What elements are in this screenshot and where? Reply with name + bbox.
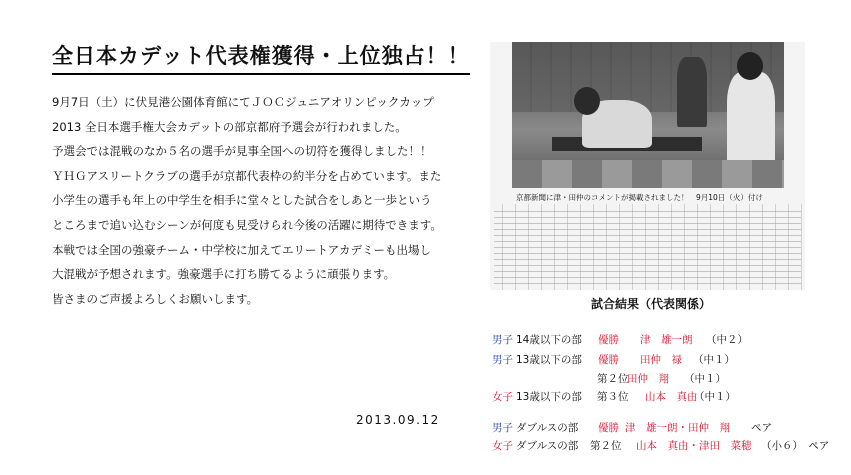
result-gender: 男子 xyxy=(492,334,513,346)
result-category: ダブルスの部 xyxy=(516,440,579,452)
result-place: 第２位 xyxy=(590,440,622,452)
result-gender: 男子 xyxy=(492,354,513,366)
photo-banner xyxy=(512,160,784,188)
body-line: 本戦では全国の強豪チーム・中学校に加えてエリートアカデミーも出場し xyxy=(52,242,432,257)
photo-player-head xyxy=(574,87,600,115)
result-name: 津 雄一朗・田仲 翔 xyxy=(625,422,730,434)
body-line: 9月7日（土）に伏見港公園体育館にてＪＯＣジュニアオリンピックカップ xyxy=(52,95,434,109)
result-category: 13歳以下の部 xyxy=(516,391,582,403)
result-gender: 男子 xyxy=(492,422,513,434)
page-title: 全日本カデット代表権獲得・上位独占！！ xyxy=(52,40,470,75)
result-grade: （中２） xyxy=(706,334,748,346)
newspaper-clipping xyxy=(490,42,805,290)
article-body xyxy=(52,90,472,311)
result-name: 津 雄一朗 xyxy=(640,334,693,346)
photo-player-head xyxy=(737,52,763,80)
result-name: 山本 真由 xyxy=(645,391,698,403)
result-name: 田仲 禄 xyxy=(640,354,682,366)
body-line: 2013 全日本選手権大会カデットの部京都府予選会が行われました。 xyxy=(52,119,407,134)
newspaper-text-columns xyxy=(490,204,805,290)
result-place: 第３位 xyxy=(597,391,629,403)
result-category: 13歳以下の部 xyxy=(516,354,582,366)
result-place: 第２位 xyxy=(597,373,629,385)
clipping-caption: 京都新聞に津・田仲のコメントが掲載されました！ 9月10日（火）付け xyxy=(516,193,763,202)
result-place: 優勝 xyxy=(598,354,619,366)
body-line: 大混戦が予想されます。強豪選手に打ち勝てるように頑張ります。 xyxy=(52,267,396,282)
result-category: ダブルスの部 xyxy=(516,422,579,434)
photo-player xyxy=(727,72,775,172)
result-gender: 女子 xyxy=(492,440,513,452)
result-grade: （小６） ペア xyxy=(761,440,830,452)
result-gender: 女子 xyxy=(492,391,513,403)
result-place: 優勝 xyxy=(598,334,619,346)
body-line: 予選会では混戦のなか５名の選手が見事全国への切符を獲得しました！！ xyxy=(52,144,432,159)
result-name: 田仲 翔 xyxy=(627,373,669,385)
newspaper-text xyxy=(494,208,801,286)
body-line: ところまで追い込むシーンが何度も見受けられ今後の活躍に期待できます。 xyxy=(52,217,442,232)
results-heading: 試合結果（代表関係） xyxy=(591,297,712,311)
body-line: 皆さまのご声援よろしくお願いします。 xyxy=(52,291,259,306)
result-grade: （中１） xyxy=(693,354,735,366)
result-name: 山本 真由・津田 菜穂 xyxy=(636,440,752,452)
post-date: 2013.09.12 xyxy=(356,413,440,427)
table-tennis-photo xyxy=(512,42,784,188)
result-grade: （中１） xyxy=(694,391,736,403)
body-line: ＹＨＧアスリートクラブの選手が京都代表枠の約半分を占めています。また xyxy=(52,168,442,183)
result-grade: （中１） xyxy=(684,373,726,385)
photo-bystander xyxy=(677,57,707,127)
result-place: 優勝 xyxy=(598,422,619,434)
body-line: 小学生の選手も年上の中学生を相手に堂々とした試合をしあと一歩という xyxy=(52,193,432,208)
result-category: 14歳以下の部 xyxy=(516,334,582,346)
result-grade: ペア xyxy=(751,422,772,434)
